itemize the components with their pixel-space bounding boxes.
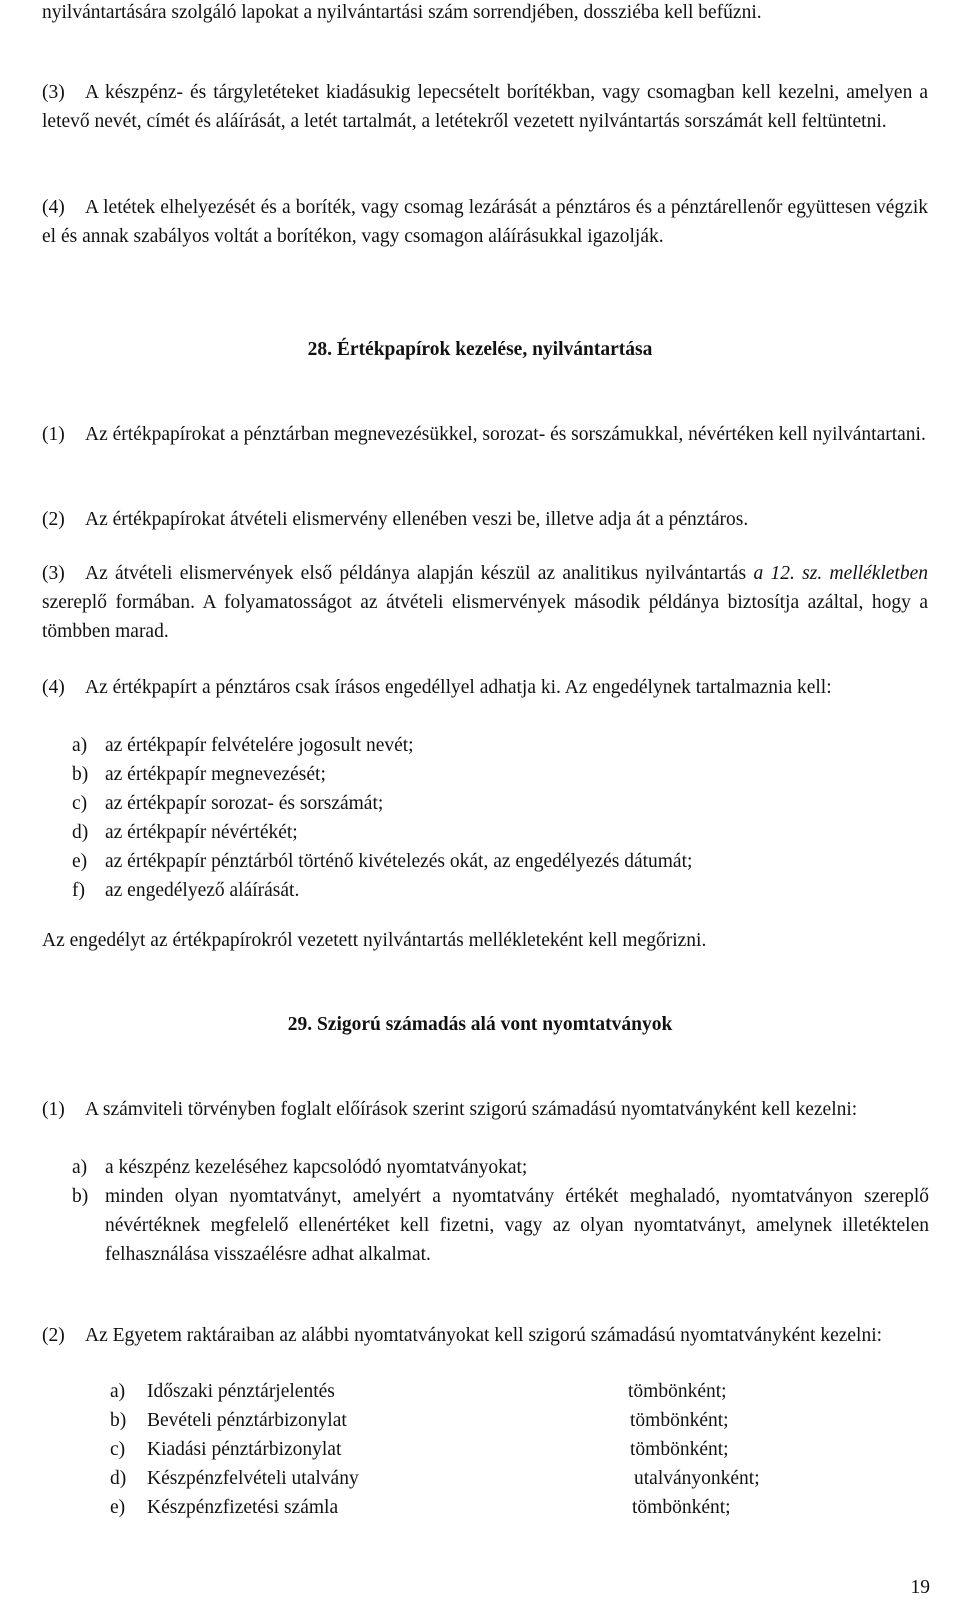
list-item — [72, 847, 929, 876]
form-row-label: b) — [110, 1410, 127, 1431]
list-item-text: minden olyan nyomtatványt, amelyért a nyomtatvány értékét meghaladó, nyomtatványon szereplő névértéknek megfelelő ellenértéket kell fizetni, vagy az olyan nyomtatványt, amelynek illetéktelen felhasználása visszaélésre adhat alkalmat. — [105, 1186, 929, 1265]
form-row — [110, 1464, 910, 1493]
paragraph-28-4 — [42, 673, 928, 702]
form-row-unit: tömbönként; — [628, 1381, 727, 1402]
paragraph-italic-reference: a 12. sz. mellékletben — [753, 563, 929, 584]
paragraph-label: (4) — [42, 197, 65, 218]
list-item — [72, 1153, 929, 1182]
form-row-label: a) — [110, 1381, 126, 1402]
paragraph-text: Az értékpapírokat a pénztárban megnevezésükkel, sorozat- és sorszámukkal, névértéken kell nyilvántartani. — [85, 424, 926, 445]
form-row-label: d) — [110, 1468, 127, 1489]
list-item-label: f) — [72, 880, 85, 901]
paragraph-28-1 — [42, 420, 928, 449]
section-heading-28 — [0, 335, 960, 364]
paragraph-label: (3) — [42, 563, 65, 584]
list-item — [72, 760, 929, 789]
list-item — [72, 1182, 929, 1269]
form-row-unit: utalványonként; — [634, 1468, 760, 1489]
list-item-text: az értékpapír sorozat- és sorszámát; — [105, 793, 384, 814]
paragraph-text: A számviteli törvényben foglalt előírások szerint szigorú számadású nyomtatványként kell kezelni: — [85, 1099, 858, 1120]
section-number: 28. — [307, 339, 333, 360]
paragraph-label: (1) — [42, 1099, 65, 1120]
paragraph-label: (4) — [42, 677, 65, 698]
form-row-unit: tömbönként; — [630, 1410, 729, 1431]
list-item-label: d) — [72, 822, 89, 843]
paragraph-label: (2) — [42, 1325, 65, 1346]
paragraph-text: Az értékpapírokat átvételi elismervény ellenében veszi be, illetve adja át a pénztáros. — [85, 509, 749, 530]
section-heading-29 — [0, 1010, 960, 1039]
paragraph-text: Az értékpapírt a pénztáros csak írásos engedéllyel adhatja ki. Az engedélynek tartalmaznia kell: — [85, 677, 832, 698]
paragraph-text — [42, 559, 928, 646]
paragraph-text: A letétek elhelyezését és a boríték, vagy csomag lezárását a pénztáros és a pénztárellenőr együttesen végzik el és annak szabályos voltát a borítékon, vagy csomagon aláírásukkal igazolják. — [42, 197, 928, 247]
list-item-text: az értékpapír névértékét; — [105, 822, 298, 843]
list-item-text: az értékpapír pénztárból történő kivételezés okát, az engedélyezés dátumát; — [105, 851, 693, 872]
form-row — [110, 1493, 910, 1522]
list-item — [72, 731, 929, 760]
form-row-name: Készpénzfelvételi utalvány — [147, 1468, 359, 1489]
section-number: 29. — [287, 1014, 313, 1035]
list-item-text: az engedélyező aláírását. — [105, 880, 300, 901]
form-row-name: Készpénzfizetési számla — [147, 1497, 339, 1518]
paragraph-29-1 — [42, 1095, 928, 1124]
list-item-text: az értékpapír megnevezését; — [105, 764, 326, 785]
list-item — [72, 876, 929, 905]
form-row-label: e) — [110, 1497, 126, 1518]
list-item-text: a készpénz kezeléséhez kapcsolódó nyomtatványokat; — [105, 1157, 528, 1178]
list-item-text: az értékpapír felvételére jogosult nevét; — [105, 735, 414, 756]
form-row-name: Bevételi pénztárbizonylat — [147, 1410, 347, 1431]
form-row-name: Kiadási pénztárbizonylat — [147, 1439, 342, 1460]
paragraph-27-4 — [42, 193, 928, 251]
form-row-name: Időszaki pénztárjelentés — [147, 1381, 335, 1402]
list-29-1 — [72, 1153, 929, 1269]
paragraph-28-3 — [42, 559, 928, 646]
list-item-label: b) — [72, 764, 89, 785]
paragraph-text: Az Egyetem raktáraiban az alábbi nyomtatványokat kell szigorú számadású nyomtatványként kezelni: — [85, 1325, 883, 1346]
paragraph-text-part: Az átvételi elismervények első példánya alapján készül az analitikus nyilvántartás — [85, 563, 747, 584]
form-row-label: c) — [110, 1439, 126, 1460]
page-number: 19 — [910, 1577, 930, 1598]
paragraph-27-3 — [42, 78, 928, 136]
paragraph-text-part: szereplő formában. A folyamatosságot az átvételi elismervények második példánya biztosítja azáltal, hogy a tömbben marad. — [42, 592, 928, 642]
section-title: Értékpapírok kezelése, nyilvántartása — [336, 339, 653, 360]
paragraph-28-2 — [42, 505, 928, 534]
form-row — [110, 1377, 910, 1406]
paragraph-fragment: nyilvántartására szolgáló lapokat a nyilvántartási szám sorrendjében, dossziéba kell befűzni. — [42, 2, 762, 23]
list-item-label: a) — [72, 735, 88, 756]
paragraph-29-2 — [42, 1321, 928, 1350]
paragraph-label: (1) — [42, 424, 65, 445]
paragraph-label: (2) — [42, 509, 65, 530]
list-item — [72, 789, 929, 818]
form-row — [110, 1406, 910, 1435]
list-item-label: a) — [72, 1157, 88, 1178]
form-row — [110, 1435, 910, 1464]
list-28-4 — [72, 731, 929, 905]
section-title: Szigorú számadás alá vont nyomtatványok — [316, 1014, 673, 1035]
list-item-label: c) — [72, 793, 88, 814]
paragraph-label: (3) — [42, 82, 65, 103]
paragraph-text: A készpénz- és tárgyletéteket kiadásukig lepecsételt borítékban, vagy csomagban kell kezelni, amelyen a letevő nevét, címét és aláírását, a letét tartalmát, a letétekről vezetett nyilvántartás sorszámát kell feltüntetni. — [42, 82, 928, 132]
list-item-label: e) — [72, 851, 88, 872]
form-row-unit: tömbönként; — [630, 1439, 729, 1460]
form-row-unit: tömbönként; — [632, 1497, 731, 1518]
list-item-label: b) — [72, 1186, 89, 1207]
form-list-29-2 — [110, 1377, 910, 1522]
closing-sentence: Az engedélyt az értékpapírokról vezetett nyilvántartás mellékleteként kell megőrizni. — [42, 930, 707, 951]
list-item — [72, 818, 929, 847]
